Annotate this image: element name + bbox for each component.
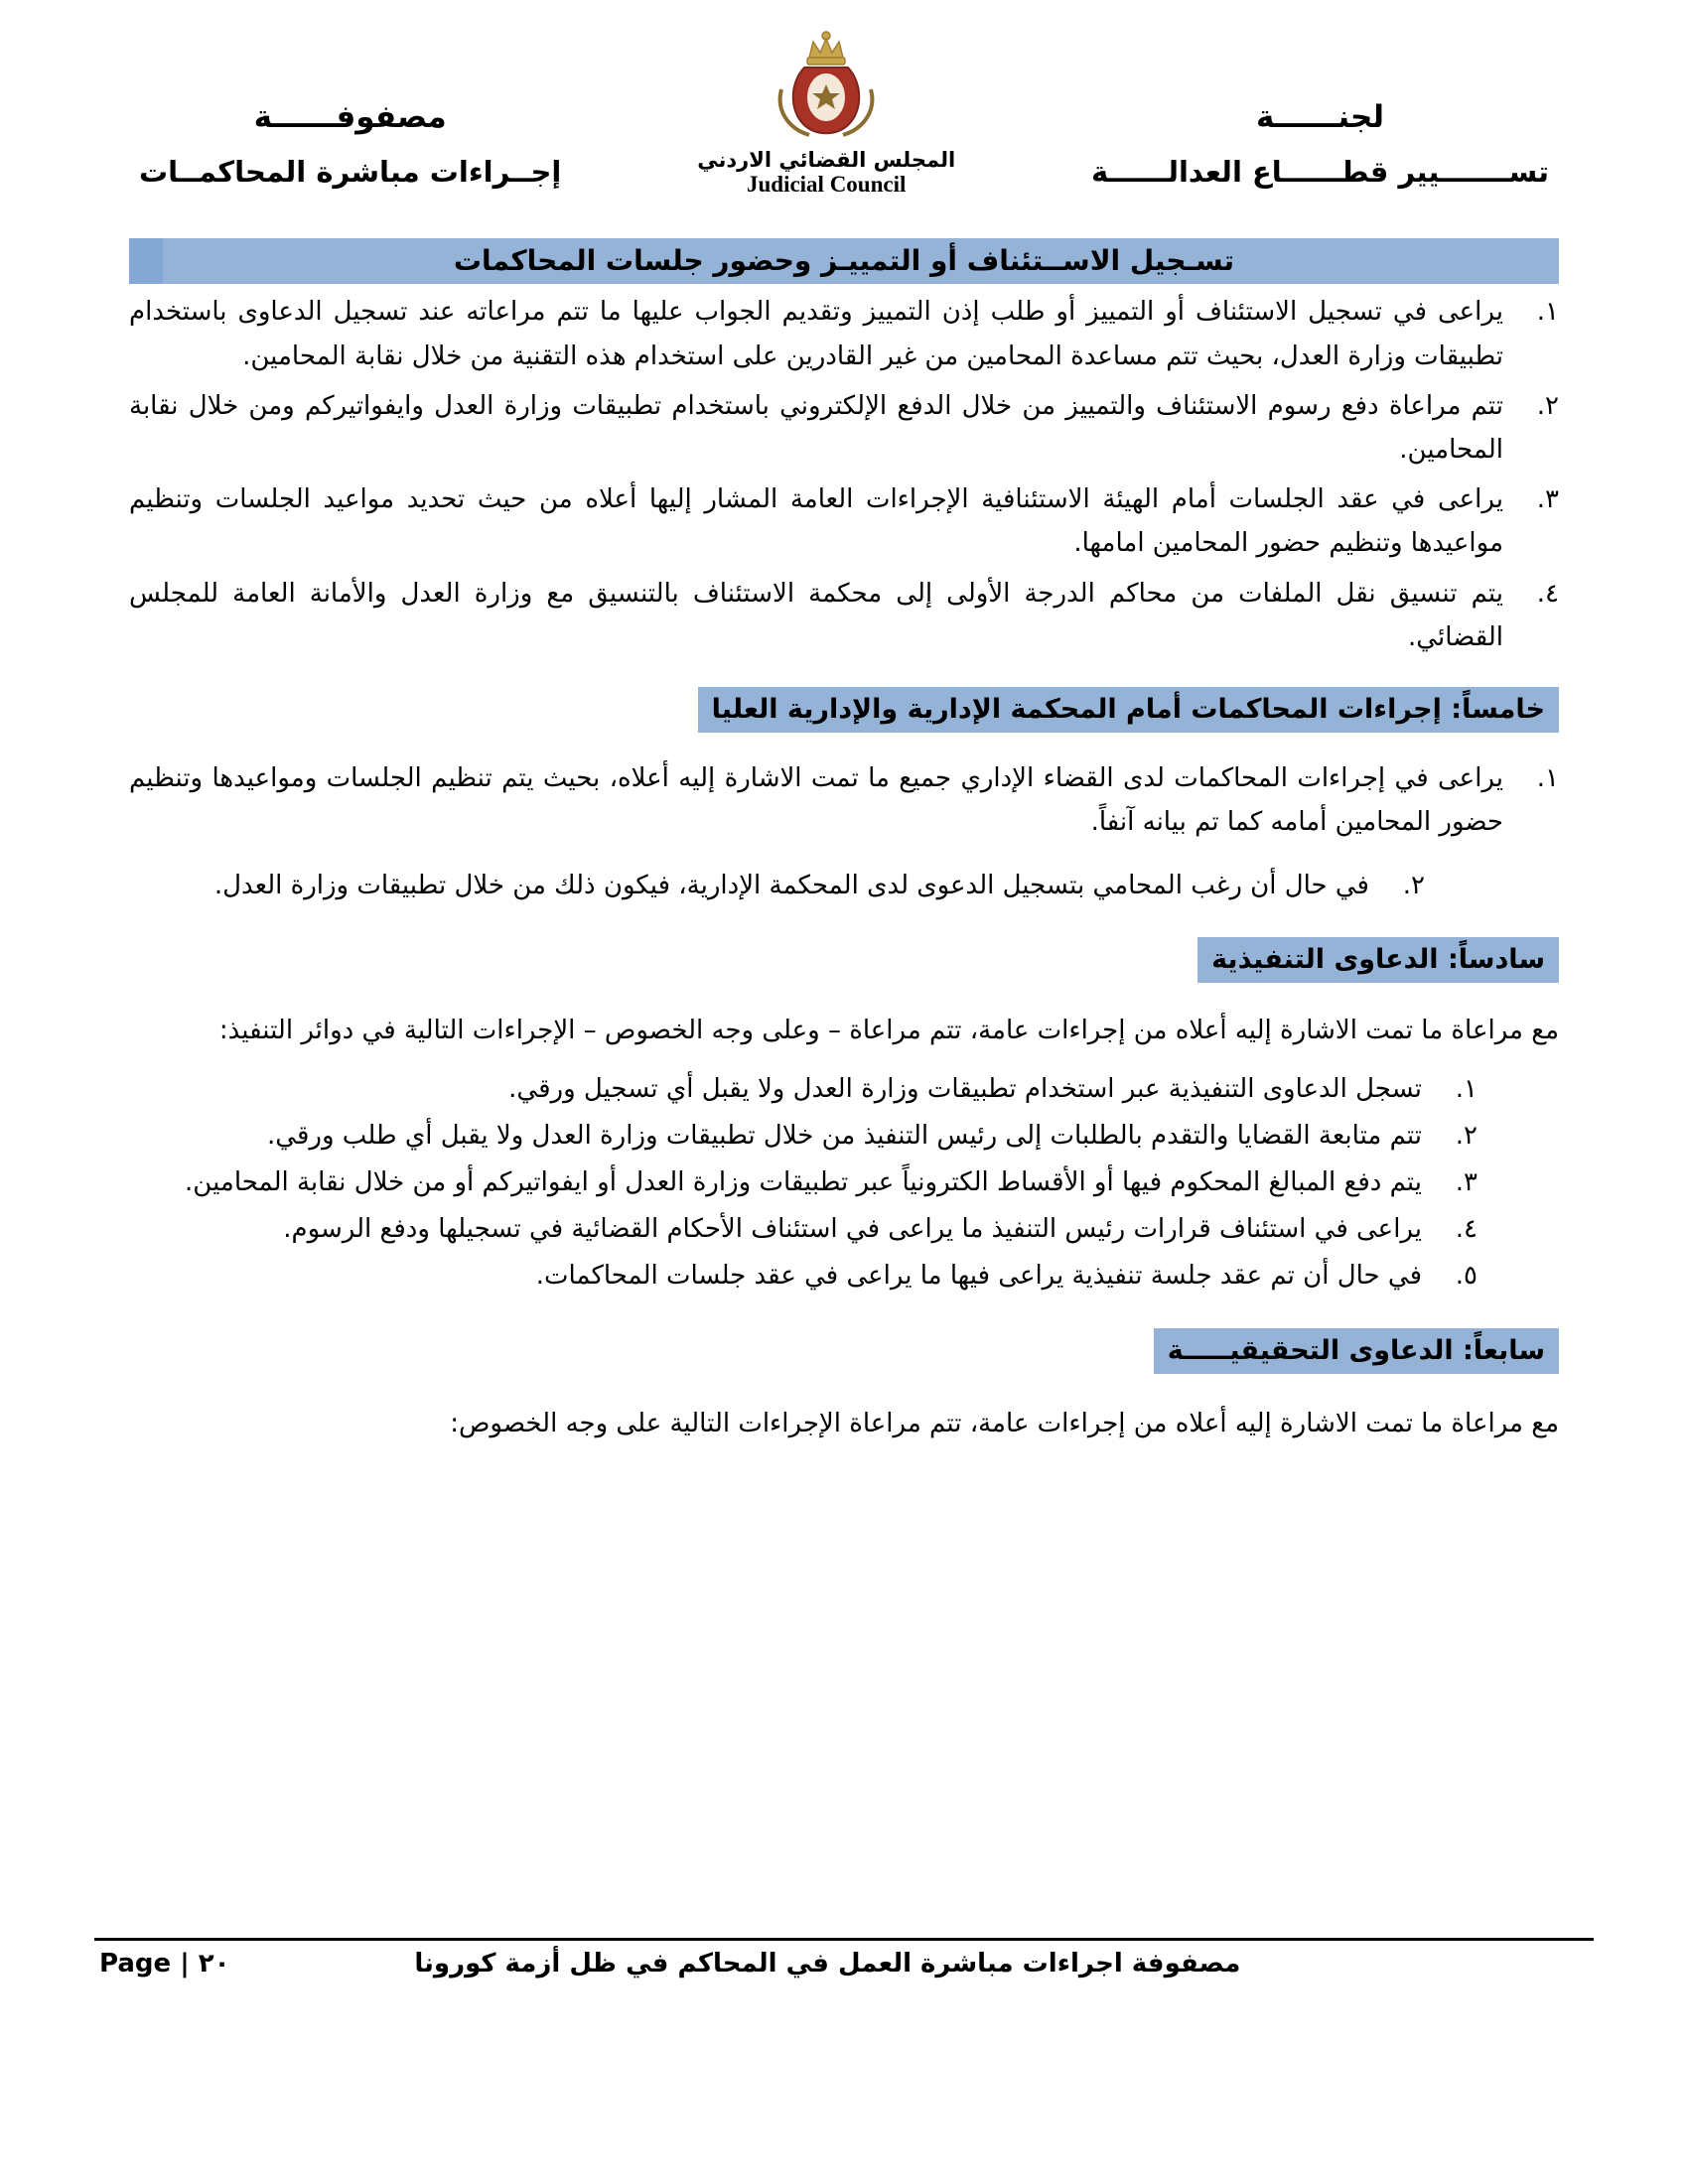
section2-title-bar: خامساً: إجراءات المحاكمات أمام المحكمة الإدارية والإدارية العليا xyxy=(698,687,1559,733)
matrix-line2: إجــراءات مباشرة المحاكمــات xyxy=(139,155,562,189)
matrix-line1: مصفوفــــــة xyxy=(253,99,447,135)
list-item xyxy=(129,756,1559,844)
section4-intro: مع مراعاة ما تمت الاشارة إليه أعلاه من إجراءات عامة، تتم مراعاة الإجراءات التالية على وجه الخصوص: xyxy=(450,1408,1559,1438)
document-body xyxy=(0,238,1688,1444)
footer-divider xyxy=(94,1938,1594,1941)
section4-title-bar: سابعاً: الدعاوى التحقيقيـــــة xyxy=(1154,1328,1559,1374)
list-item xyxy=(129,1114,1477,1158)
list-item xyxy=(129,1207,1477,1251)
list-item xyxy=(129,1160,1477,1204)
item-number: ٣. xyxy=(1536,484,1559,515)
item-text: تتم مراعاة دفع رسوم الاستئناف والتمييز من خلال الدفع الإلكتروني باستخدام تطبيقات وزارة العدل وايفواتيركم ومن خلال نقابة المحامين. xyxy=(129,390,1503,465)
footer-document-title: مصفوفة اجراءات مباشرة العمل في المحاكم في ظل أزمة كورونا xyxy=(414,1949,1241,1979)
item-text: في حال أن رغب المحامي بتسجيل الدعوى لدى المحكمة الإدارية، فيكون ذلك من خلال تطبيقات وزارة العدل. xyxy=(213,871,1369,901)
logo-name-arabic: المجلس القضائي الاردني xyxy=(697,148,956,172)
list-item xyxy=(129,478,1559,565)
logo-block xyxy=(697,28,955,197)
list-item xyxy=(129,384,1559,472)
item-number: ١. xyxy=(1536,297,1559,328)
list-item xyxy=(129,290,1559,377)
section3-intro: مع مراعاة ما تمت الاشارة إليه أعلاه من إجراءات عامة، تتم مراعاة – وعلى وجه الخصوص – الإجراءات التالية في دوائر التنفيذ: xyxy=(218,1016,1559,1046)
section1-bar-left-cap xyxy=(129,238,163,284)
section2-title-wrap xyxy=(129,687,1559,733)
matrix-title-block xyxy=(139,99,561,189)
committee-line2: تســـــــيير قطــــــاع العدالــــــة xyxy=(1091,155,1549,189)
item-number: ٤. xyxy=(1536,578,1559,609)
judicial-council-crown-logo-icon xyxy=(752,28,901,145)
logo-name-english: Judicial Council xyxy=(746,172,907,198)
list-item xyxy=(129,1067,1477,1111)
section3-list xyxy=(129,1067,1559,1298)
item-number: ٢. xyxy=(1402,871,1425,901)
section1-title: تسـجيل الاســتئناف أو التمييـز وحضور جلسات المحاكمات xyxy=(453,244,1235,278)
item-text: يراعى في استئناف قرارات رئيس التنفيذ ما يراعى في استئناف الأحكام القضائية في تسجيلها ودفع الرسوم. xyxy=(283,1214,1422,1245)
committee-title-block xyxy=(1091,99,1549,189)
item-number: ١. xyxy=(1536,762,1559,793)
item-number: ١. xyxy=(1455,1073,1477,1104)
item-text: يراعى في عقد الجلسات أمام الهيئة الاستئنافية الإجراءات العامة المشار إليها أعلاه من حيث تحديد مواعيد الجلسات وتنظيم مواعيدها وتنظيم حضور المحامين امامها. xyxy=(129,484,1503,559)
footer-page-number: Page | ٢٠ xyxy=(99,1949,230,1979)
item-text: تتم متابعة القضايا والتقدم بالطلبات إلى رئيس التنفيذ من خلال تطبيقات وزارة العدل ولا يقبل أي طلب ورقي. xyxy=(267,1120,1422,1151)
item-text: يتم تنسيق نقل الملفات من محاكم الدرجة الأولى إلى محكمة الاستئناف بالتنسيق مع وزارة العدل والأمانة العامة للمجلس القضائي. xyxy=(129,578,1503,652)
item-text: في حال أن تم عقد جلسة تنفيذية يراعى فيها ما يراعى في عقد جلسات المحاكمات. xyxy=(535,1261,1422,1292)
item-text: يراعى في تسجيل الاستئناف أو التمييز أو طلب إذن التمييز وتقديم الجواب عليها ما تتم مراعاته عند تسجيل الدعاوى باستخدام تطبيقات وزارة العدل، بحيث تتم مساعدة المحامين من غير القادرين على استخدام هذه التقنية من خلال نقابة المحامين. xyxy=(129,297,1503,371)
item-number: ٤. xyxy=(1455,1214,1477,1245)
section3-title-bar: سادساً: الدعاوى التنفيذية xyxy=(1197,937,1559,983)
committee-line1: لجنــــــة xyxy=(1256,99,1385,135)
section1-list xyxy=(129,290,1559,659)
item-number: ٣. xyxy=(1455,1167,1477,1198)
section4-title-wrap xyxy=(129,1328,1559,1374)
item-text: يتم دفع المبالغ المحكوم فيها أو الأقساط الكترونياً عبر تطبيقات وزارة العدل أو ايفواتيركم أو من خلال نقابة المحامين. xyxy=(185,1167,1422,1198)
list-item xyxy=(129,1254,1477,1297)
item-number: ٢. xyxy=(1536,390,1559,421)
item-number: ٢. xyxy=(1455,1120,1477,1151)
page-header xyxy=(0,0,1688,197)
item-number: ٥. xyxy=(1455,1261,1477,1292)
item-text: يراعى في إجراءات المحاكمات لدى القضاء الإداري جميع ما تمت الاشارة إليه أعلاه، بحيث يتم تنظيم الجلسات ومواعيدها وتنظيم حضور المحامين أمامه كما تم بيانه آنفاً. xyxy=(129,762,1503,838)
section3-title-wrap xyxy=(129,937,1559,983)
list-item xyxy=(129,864,1559,907)
list-item xyxy=(129,572,1559,659)
item-text: تسجل الدعاوى التنفيذية عبر استخدام تطبيقات وزارة العدل ولا يقبل أي تسجيل ورقي. xyxy=(508,1073,1422,1104)
section2-list xyxy=(129,756,1559,908)
section1-title-bar xyxy=(129,238,1559,284)
